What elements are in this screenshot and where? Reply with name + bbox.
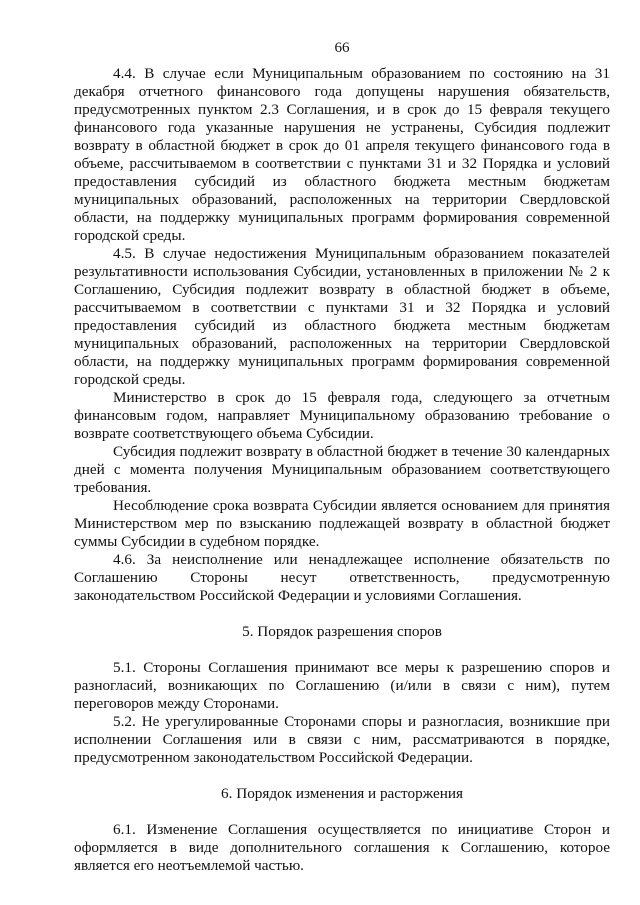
paragraph-5-2: 5.2. Не урегулированные Сторонами споры и разногласия, возникшие при исполнении Соглашения или в связи с ним, рассматриваются в порядке, предусмотренном законодательством Российской Федерации. bbox=[74, 713, 610, 766]
paragraph-4-4: 4.4. В случае если Муниципальным образованием по состоянию на 31 декабря отчетного финансового года допущены нарушения обязательств, предусмотренных пунктом 2.3 Соглашения, и в срок до 15 февраля текущего финансового года указанные нарушения не устранены, Субсидия подлежит возврату в областной бюджет в срок до 01 апреля текущего финансового года в объеме, рассчитываемом в соответствии с пунктами 31 и 32 Порядка и условий предоставления субсидий из областного бюджета местным бюджетам муниципальных образований, расположенных на территории Свердловской области, на поддержку муниципальных программ формирования современной городской среды. bbox=[74, 65, 610, 244]
paragraph-4-5: 4.5. В случае недостижения Муниципальным образованием показателей результативности использования Субсидии, установленных в приложении № 2 к Соглашению, Субсидия подлежит возврату в областной бюджет в объеме, рассчитываемом в соответствии с пунктами 31 и 32 Порядка и условий предоставления субсидий из областного бюджета местным бюджетам муниципальных образований, расположенных на территории Свердловской области, на поддержку муниципальных программ формирования современной городской среды. bbox=[74, 245, 610, 388]
paragraph-6-1: 6.1. Изменение Соглашения осуществляется по инициативе Сторон и оформляется в виде дополнительного соглашения к Соглашению, которое является его неотъемлемой частью. bbox=[74, 821, 610, 874]
paragraph-4-6: 4.6. За неисполнение или ненадлежащее исполнение обязательств по Соглашению Стороны несут ответственность, предусмотренную законодательством Российской Федерации и условиями Соглашения. bbox=[74, 551, 610, 604]
section-heading-6: 6. Порядок изменения и расторжения bbox=[221, 785, 463, 802]
section-heading-5: 5. Порядок разрешения споров bbox=[242, 623, 442, 640]
paragraph-5-1: 5.1. Стороны Соглашения принимают все меры к разрешению споров и разногласий, возникающих по Соглашению (и/или в связи с ним), путем переговоров между Сторонами. bbox=[74, 659, 610, 712]
paragraph-non-compliance: Несоблюдение срока возврата Субсидии является основанием для принятия Министерством мер по взысканию подлежащей возврату в областной бюджет суммы Субсидии в судебном порядке. bbox=[74, 497, 610, 550]
paragraph-ministry-deadline: Министерство в срок до 15 февраля года, следующего за отчетным финансовым годом, направляет Муниципальному образованию требование о возврате соответствующего объема Субсидии. bbox=[74, 389, 610, 442]
paragraph-return-period: Субсидия подлежит возврату в областной бюджет в течение 30 календарных дней с момента получения Муниципальным образованием соответствующего требования. bbox=[74, 443, 610, 496]
page-number: 66 bbox=[334, 40, 350, 56]
